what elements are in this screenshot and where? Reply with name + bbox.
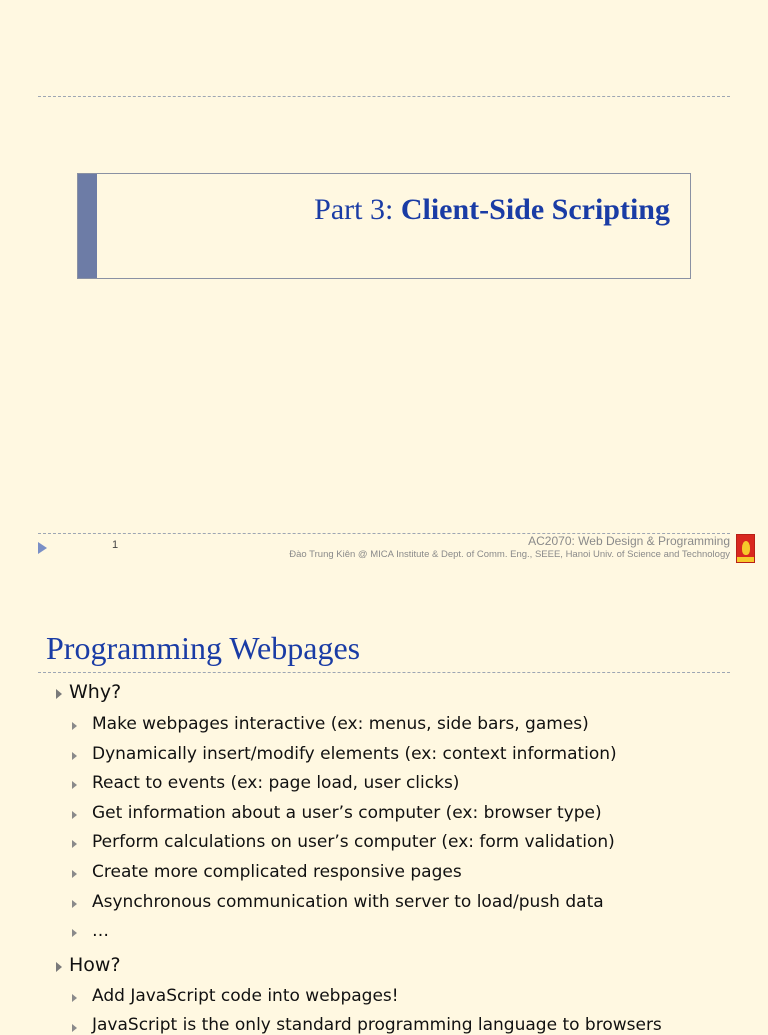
sub-bullet-arrow-icon: [72, 722, 77, 730]
bullet-arrow-icon: [56, 689, 62, 699]
sub-bullet: JavaScript is the only standard programming language to browsers: [92, 1015, 662, 1035]
bullet-why: Why?: [69, 681, 122, 703]
slide2-title-divider: [38, 672, 730, 673]
sub-bullet-arrow-icon: [72, 840, 77, 848]
sub-bullet-arrow-icon: [72, 929, 77, 937]
sub-bullet: Asynchronous communication with server to load/push data: [92, 892, 604, 912]
sub-bullet: Dynamically insert/modify elements (ex: context information): [92, 744, 617, 764]
title-box: [77, 173, 691, 279]
page-number: 1: [112, 539, 119, 551]
title-accent-bar: [78, 174, 97, 278]
sub-bullet: Get information about a user’s computer (ex: browser type): [92, 803, 602, 823]
sub-bullet: Add JavaScript code into webpages!: [92, 986, 399, 1006]
sub-bullet-arrow-icon: [72, 1024, 77, 1032]
slide-title: [314, 193, 670, 227]
sub-bullet-arrow-icon: [72, 900, 77, 908]
title-bold: Client-Side Scripting: [400, 193, 670, 226]
slide2-title: Programming Webpages: [46, 630, 361, 666]
bullet-how: How?: [69, 954, 121, 976]
sub-bullet-arrow-icon: [72, 994, 77, 1002]
bullet-arrow-icon: [56, 962, 62, 972]
footer-course: AC2070: Web Design & Programming: [528, 534, 730, 548]
nav-arrow-icon: [38, 542, 47, 554]
sub-bullet-arrow-icon: [72, 870, 77, 878]
sub-bullet: React to events (ex: page load, user clicks): [92, 773, 460, 793]
sub-bullet-arrow-icon: [72, 811, 77, 819]
university-logo-icon: [736, 534, 755, 563]
footer-author: Đào Trung Kiên @ MICA Institute & Dept. of Comm. Eng., SEEE, Hanoi Univ. of Science and Technology: [289, 549, 730, 560]
sub-bullet: Make webpages interactive (ex: menus, side bars, games): [92, 714, 589, 734]
sub-bullet-arrow-icon: [72, 781, 77, 789]
sub-bullet: Create more complicated responsive pages: [92, 862, 462, 882]
sub-bullet-arrow-icon: [72, 752, 77, 760]
title-prefix: Part 3:: [314, 193, 401, 226]
top-divider: [38, 96, 730, 97]
sub-bullet: …: [92, 921, 109, 941]
sub-bullet: Perform calculations on user’s computer (ex: form validation): [92, 832, 615, 852]
